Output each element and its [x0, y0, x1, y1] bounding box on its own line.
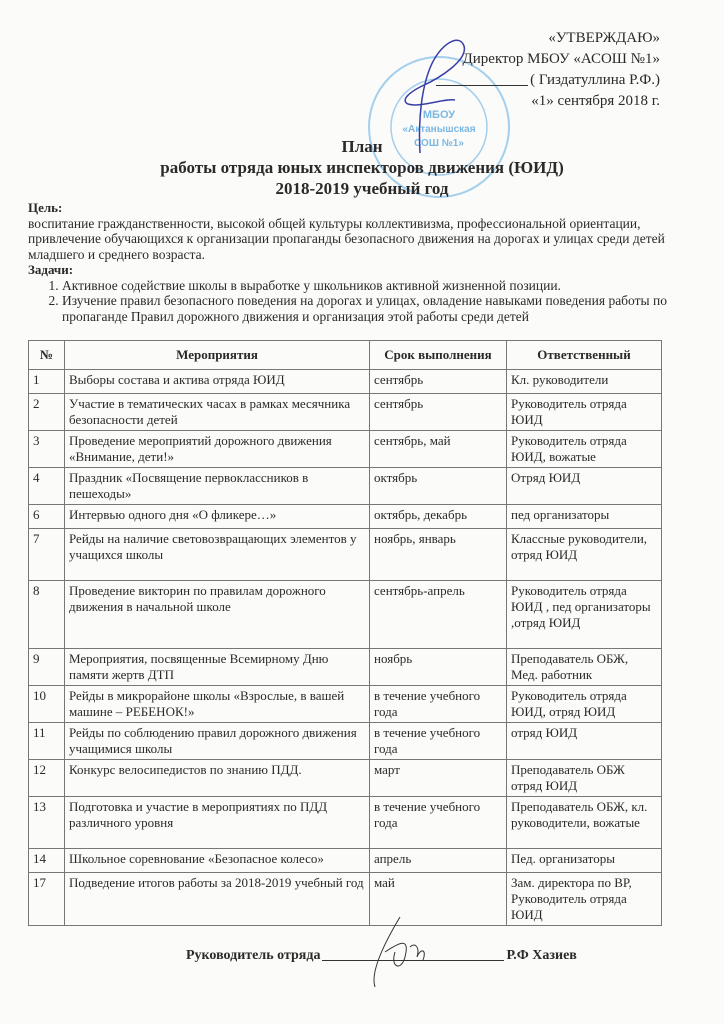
approval-position: Директор МБОУ «АСОШ №1» [462, 51, 660, 67]
row-deadline: апрель [370, 849, 507, 873]
table-row [29, 529, 662, 581]
row-responsible: пед организаторы [507, 505, 662, 529]
row-number: 2 [29, 394, 65, 431]
row-number: 11 [29, 723, 65, 760]
row-responsible: Руководитель отряда ЮИД, вожатые [507, 431, 662, 468]
table-header-row [29, 341, 662, 370]
table-row [29, 394, 662, 431]
title-line-3: 2018-2019 учебный год [275, 179, 449, 198]
row-number: 12 [29, 760, 65, 797]
row-number: 7 [29, 529, 65, 581]
row-number: 14 [29, 849, 65, 873]
goal-text: воспитание гражданственности, высокой общей культуры коллективизма, профессиональной ориентации, привлечение обучающихся к организации пропаганды безопасного движения на дорогах и улицах среди детей младшего и среднего возраста. [28, 215, 665, 262]
row-activity: Рейды на наличие световозвращающих элементов у учащихся школы [65, 529, 370, 581]
row-responsible: Пед. организаторы [507, 849, 662, 873]
approval-name: ( Гиздатуллина Р.Ф.) [530, 72, 660, 88]
title-line-1: План [341, 137, 383, 156]
svg-text:МБОУ: МБОУ [422, 109, 456, 121]
header-activity: Мероприятия [65, 341, 370, 370]
footer-label: Руководитель отряда [186, 948, 321, 963]
svg-text:СОШ №1»: СОШ №1» [414, 138, 464, 149]
row-activity: Подведение итогов работы за 2018-2019 учебный год [65, 873, 370, 926]
title-line-2: работы отряда юных инспекторов движения (ЮИД) [160, 158, 564, 177]
row-number: 4 [29, 468, 65, 505]
page-title [0, 136, 724, 199]
row-number: 1 [29, 370, 65, 394]
row-activity: Выборы состава и актива отряда ЮИД [65, 370, 370, 394]
row-number: 10 [29, 686, 65, 723]
row-activity: Рейды по соблюдению правил дорожного движения учащимися школы [65, 723, 370, 760]
leader-signature [365, 912, 435, 992]
signature-line [436, 85, 528, 86]
task-item: 1. Активное содействие школы в выработке у школьников активной жизненной позиции. [62, 278, 678, 294]
row-activity: Проведение мероприятий дорожного движения «Внимание, дети!» [65, 431, 370, 468]
table-row [29, 581, 662, 649]
row-deadline: ноябрь, январь [370, 529, 507, 581]
row-activity: Проведение викторин по правилам дорожного движения в начальной школе [65, 581, 370, 649]
row-deadline: сентябрь [370, 394, 507, 431]
header-responsible: Ответственный [507, 341, 662, 370]
row-responsible: Преподаватель ОБЖ отряд ЮИД [507, 760, 662, 797]
row-deadline: в течение учебного года [370, 686, 507, 723]
row-activity: Участие в тематических часах в рамках месячника безопасности детей [65, 394, 370, 431]
header-number: № [29, 341, 65, 370]
row-number: 17 [29, 873, 65, 926]
row-responsible: Руководитель отряда ЮИД [507, 394, 662, 431]
table-row [29, 760, 662, 797]
tasks-list [28, 278, 678, 325]
row-activity: Мероприятия, посвященные Всемирному Дню памяти жертв ДТП [65, 649, 370, 686]
row-number: 3 [29, 431, 65, 468]
row-deadline: сентябрь, май [370, 431, 507, 468]
row-responsible: отряд ЮИД [507, 723, 662, 760]
row-activity: Подготовка и участие в мероприятиях по ПДД различного уровня [65, 797, 370, 849]
row-activity: Праздник «Посвящение первоклассников в пешеходы» [65, 468, 370, 505]
row-activity: Рейды в микрорайоне школы «Взрослые, в вашей машине – РЕБЕНОК!» [65, 686, 370, 723]
row-activity: Конкурс велосипедистов по знанию ПДД. [65, 760, 370, 797]
svg-text:«Актанышская: «Актанышская [402, 124, 476, 135]
table-row [29, 686, 662, 723]
table-row [29, 468, 662, 505]
goal-section [28, 200, 678, 324]
task-item: 2. Изучение правил безопасного поведения на дорогах и улицах, овладение навыками поведения работы по пропаганде Правил дорожного движения и организация этой работы среди детей [62, 293, 678, 324]
tasks-label: Задачи: [28, 262, 74, 277]
row-responsible: Классные руководители, отряд ЮИД [507, 529, 662, 581]
approval-heading: «УТВЕРЖДАЮ» [548, 30, 660, 46]
row-responsible: Кл. руководители [507, 370, 662, 394]
approval-date: «1» сентября 2018 г. [531, 93, 660, 109]
table-row [29, 723, 662, 760]
row-responsible: Отряд ЮИД [507, 468, 662, 505]
plan-table [28, 340, 662, 926]
row-number: 9 [29, 649, 65, 686]
table-row [29, 505, 662, 529]
row-deadline: октябрь [370, 468, 507, 505]
row-deadline: сентябрь [370, 370, 507, 394]
table-row [29, 849, 662, 873]
row-responsible: Преподаватель ОБЖ, Мед. работник [507, 649, 662, 686]
approval-block [436, 28, 660, 112]
row-activity: Интервью одного дня «О фликере…» [65, 505, 370, 529]
header-deadline: Срок выполнения [370, 341, 507, 370]
goal-label: Цель: [28, 200, 63, 215]
row-deadline: март [370, 760, 507, 797]
row-responsible: Руководитель отряда ЮИД , пед организаторы ,отряд ЮИД [507, 581, 662, 649]
row-responsible: Преподаватель ОБЖ, кл. руководители, вожатые [507, 797, 662, 849]
row-number: 6 [29, 505, 65, 529]
row-deadline: в течение учебного года [370, 797, 507, 849]
table-row [29, 370, 662, 394]
row-deadline: ноябрь [370, 649, 507, 686]
row-activity: Школьное соревнование «Безопасное колесо» [65, 849, 370, 873]
row-responsible: Руководитель отряда ЮИД, отряд ЮИД [507, 686, 662, 723]
row-deadline: в течение учебного года [370, 723, 507, 760]
table-row [29, 797, 662, 849]
row-deadline: май [370, 873, 507, 926]
row-number: 8 [29, 581, 65, 649]
table-row [29, 873, 662, 926]
row-number: 13 [29, 797, 65, 849]
footer-name: Р.Ф Хазиев [506, 948, 577, 963]
row-responsible: Зам. директора по ВР, Руководитель отряда ЮИД [507, 873, 662, 926]
table-row [29, 649, 662, 686]
row-deadline: сентябрь-апрель [370, 581, 507, 649]
table-row [29, 431, 662, 468]
row-deadline: октябрь, декабрь [370, 505, 507, 529]
